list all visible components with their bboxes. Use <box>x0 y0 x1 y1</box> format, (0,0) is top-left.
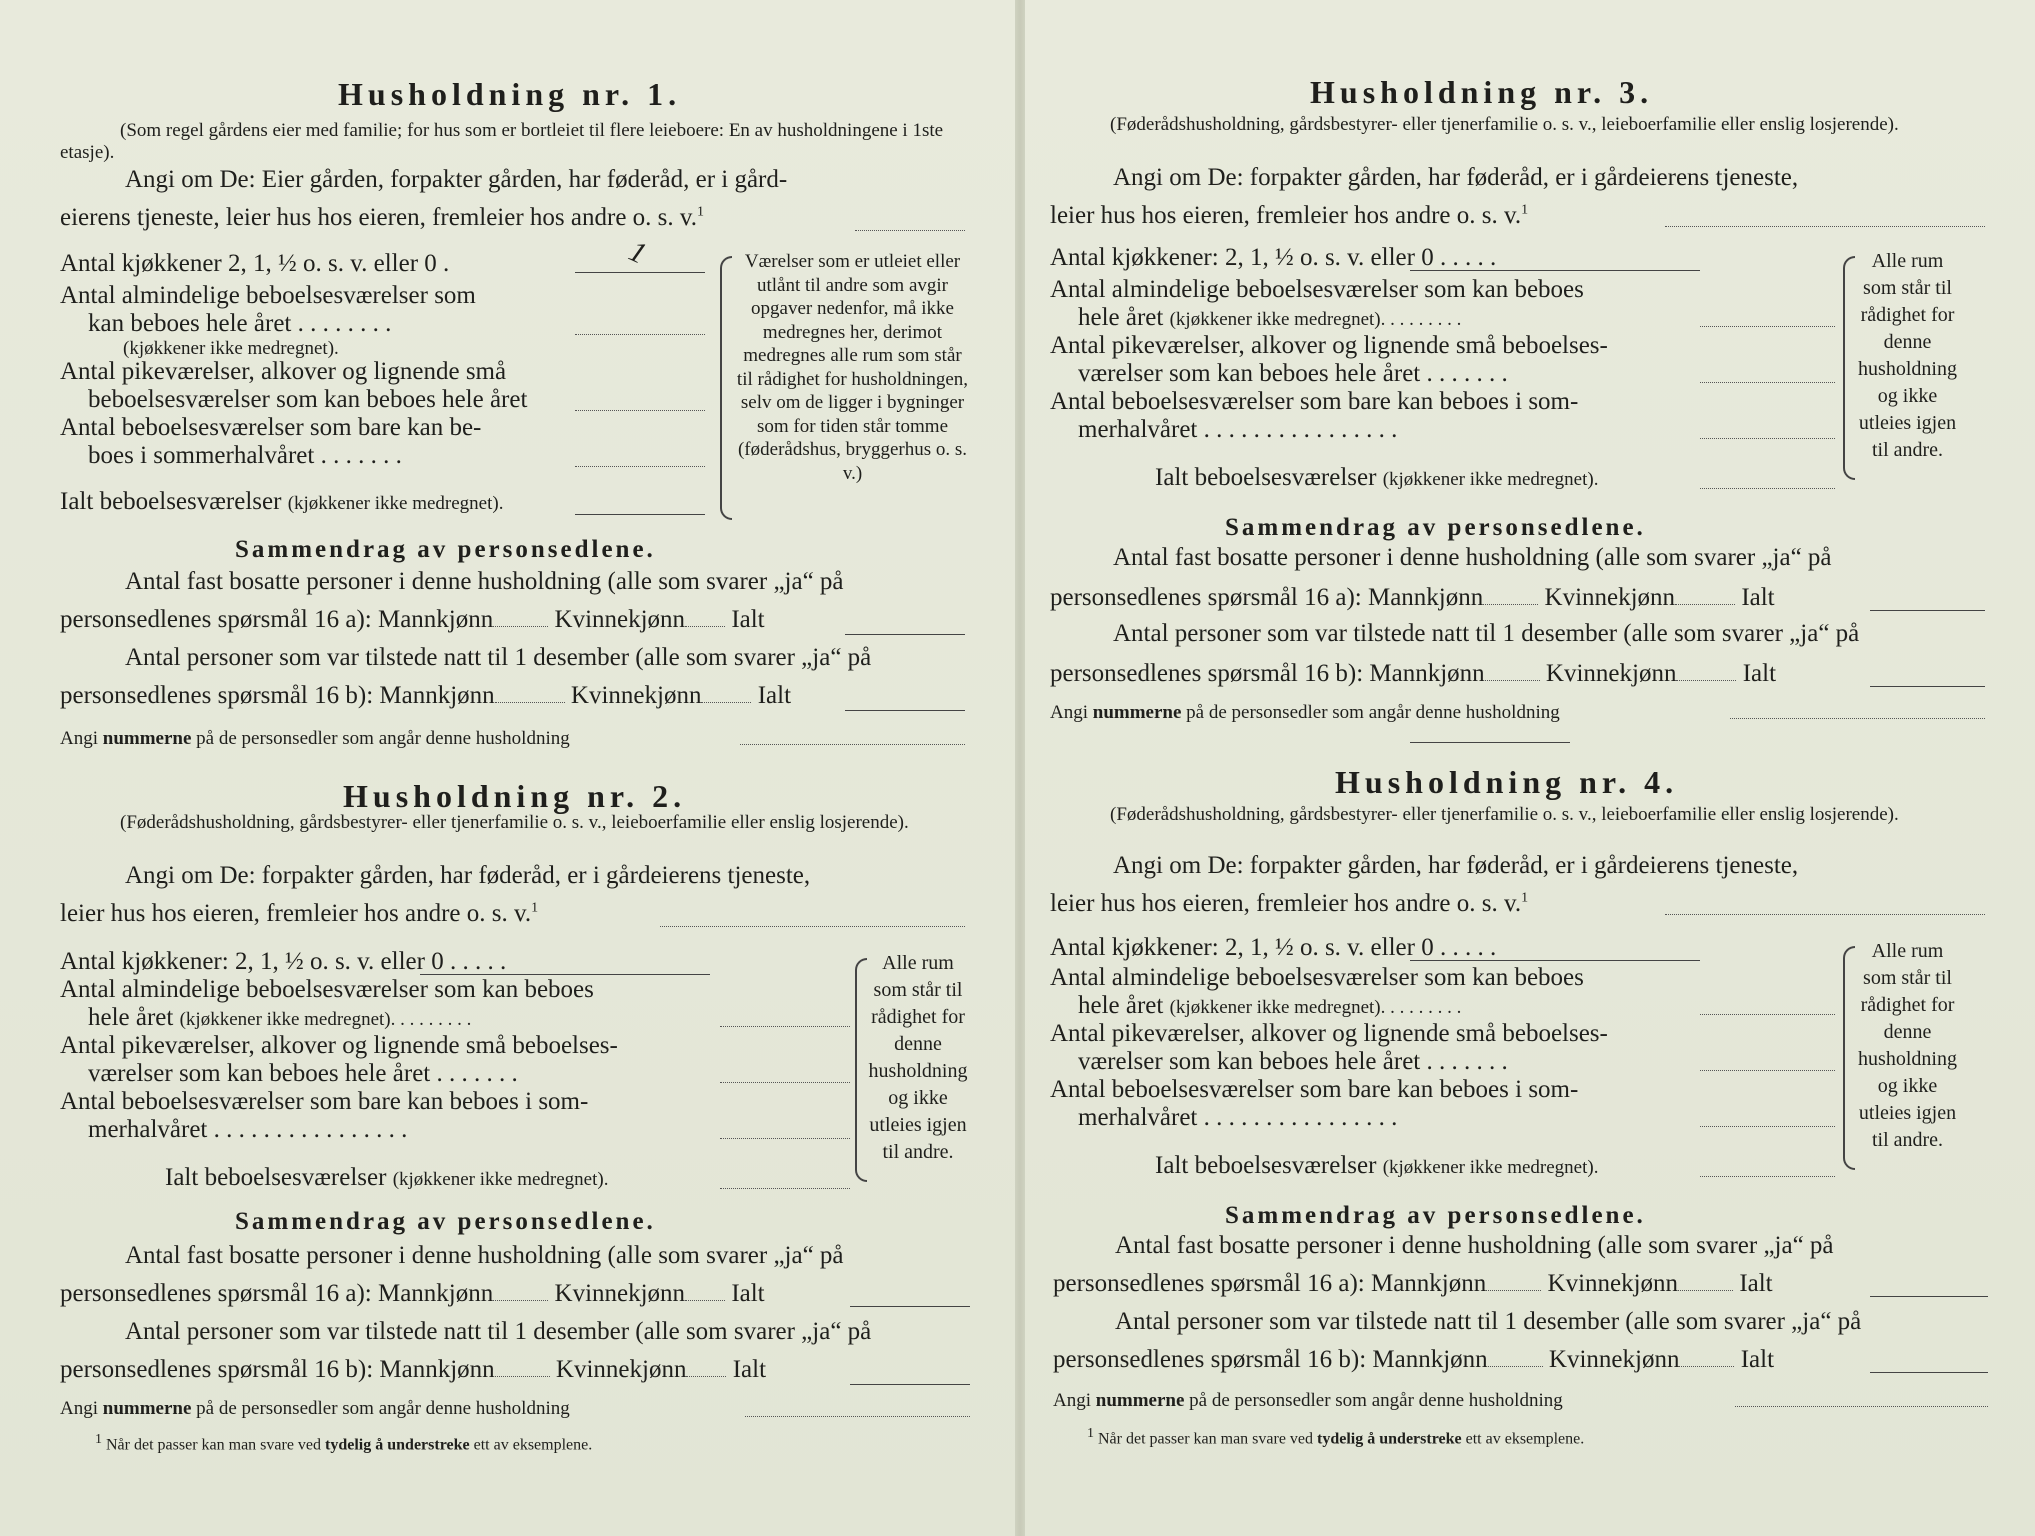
h2-tilst-ialt-line[interactable] <box>850 1384 970 1385</box>
h3-alm-label-1: Antal almindelige beboelsesværelser som kan beboes <box>1050 276 1584 303</box>
h4-ialt-row: Ialt beboelsesværelser (kjøkkener ikke medregnet). <box>1155 1152 1599 1179</box>
h2-angi-line-2: leier hus hos eieren, fremleier hos andre o. s. v.$^1$ <box>60 900 539 927</box>
h4-alm-label-2: hele året (kjøkkener ikke medregnet). . . . . . . . . <box>1078 992 1462 1019</box>
h2-nummerne-line[interactable] <box>745 1416 970 1417</box>
h2-alm-label-2: hele året (kjøkkener ikke medregnet). . . . . . . . . <box>88 1004 472 1031</box>
h4-sum-title: Sammendrag av personsedlene. <box>1225 1202 1646 1229</box>
left-page <box>0 0 1015 1536</box>
h4-pike-answer-line[interactable] <box>1700 1070 1835 1071</box>
h4-fast-row: personsedlenes spørsmål 16 a): Mannkjønn Kvinnekjønn Ialt <box>1053 1270 1773 1297</box>
h3-angi-answer-line[interactable] <box>1665 226 1985 227</box>
h3-pike-answer-line[interactable] <box>1700 382 1835 383</box>
h1-somm-label-2: boes i sommerhalvåret . . . . . . . <box>88 442 402 469</box>
h4-pike-label-2: værelser som kan beboes hele året . . . . . . . <box>1078 1048 1508 1075</box>
h2-somm-label-1: Antal beboelsesværelser som bare kan beboes i som- <box>60 1088 589 1115</box>
h4-pike-label-1: Antal pikeværelser, alkover og lignende små beboelses- <box>1050 1020 1608 1047</box>
h2-sum-title: Sammendrag av personsedlene. <box>235 1208 656 1235</box>
h3-side-note: Alle rum som står til rådighet for denne husholdning og ikke utleies igjen til andre. <box>1858 250 1957 461</box>
h4-angi-nummerne: Angi nummerne på de personsedler som angår denne husholdning <box>1053 1390 1563 1411</box>
section-divider <box>1410 742 1570 743</box>
h2-kjokkener-answer-line[interactable] <box>420 974 710 975</box>
h4-somm-label-2: merhalvåret . . . . . . . . . . . . . . . . <box>1078 1104 1398 1131</box>
h3-angi-nummerne: Angi nummerne på de personsedler som angår denne husholdning <box>1050 702 1560 723</box>
h2-fast-ialt-line[interactable] <box>850 1306 970 1307</box>
right-page <box>1025 0 2035 1536</box>
h2-somm-label-2: merhalvåret . . . . . . . . . . . . . . . . <box>88 1116 408 1143</box>
h1-title: Husholdning nr. 1. <box>338 76 682 112</box>
h2-alm-label-1: Antal almindelige beboelsesværelser som kan beboes <box>60 976 594 1003</box>
h4-side-brace <box>1843 946 1855 1170</box>
footnote-left: 1 Når det passer kan man svare ved tydelig å understreke ett av eksemplene. <box>95 1432 593 1454</box>
h4-alm-label-1: Antal almindelige beboelsesværelser som kan beboes <box>1050 964 1584 991</box>
h4-somm-answer-line[interactable] <box>1700 1126 1835 1127</box>
h1-ialt-answer-line[interactable] <box>575 514 705 515</box>
h2-alm-answer-line[interactable] <box>720 1026 850 1027</box>
h3-tilst-label-1: Antal personer som var tilstede natt til 1 desember (alle som svarer „ja“ på <box>1113 620 1860 647</box>
h2-tilst-row: personsedlenes spørsmål 16 b): Mannkjønn Kvinnekjønn Ialt <box>60 1356 767 1383</box>
h1-angi-nummerne: Angi nummerne på de personsedler som angår denne husholdning <box>60 728 570 749</box>
h3-alm-answer-line[interactable] <box>1700 326 1835 327</box>
h2-note: (Føderådshusholdning, gårdsbestyrer- eller tjenerfamilie o. s. v., leieboerfamilie eller enslig losjerende). <box>120 812 909 833</box>
h3-somm-label-2: merhalvåret . . . . . . . . . . . . . . . . <box>1078 416 1398 443</box>
h4-kjokkener-answer-line[interactable] <box>1410 960 1700 961</box>
h4-fast-ialt-line[interactable] <box>1870 1296 1988 1297</box>
h3-angi-line-1: Angi om De: forpakter gården, har føderåd, er i gårdeierens tjeneste, <box>1113 164 1799 191</box>
h3-somm-label-1: Antal beboelsesværelser som bare kan beboes i som- <box>1050 388 1579 415</box>
h3-fast-label-1: Antal fast bosatte personer i denne husholdning (alle som svarer „ja“ på <box>1113 544 1832 571</box>
h1-side-brace <box>720 256 732 520</box>
h1-angi-line-2: eierens tjeneste, leier hus hos eieren, fremleier hos andre o. s. v.$^1$ <box>60 204 705 231</box>
h3-kjokkener-answer-line[interactable] <box>1410 270 1700 271</box>
h1-side-note: Værelser som er utleiet eller utlånt til andre som avgir opgaver nedenfor, må ikke medregnes her, derimot medregnes alle rum som står til rådighet for husholdningen, selv om de ligger i bygninger som for tiden står tomme (føderådshus, bryggerhus o. s. v.) <box>736 251 969 484</box>
h1-fast-label-1: Antal fast bosatte personer i denne husholdning (alle som svarer „ja“ på <box>125 568 844 595</box>
h4-note: (Føderådshusholdning, gårdsbestyrer- eller tjenerfamilie o. s. v., leieboerfamilie eller enslig losjerende). <box>1110 804 1899 825</box>
h2-title: Husholdning nr. 2. <box>343 778 687 814</box>
h4-somm-label-1: Antal beboelsesværelser som bare kan beboes i som- <box>1050 1076 1579 1103</box>
h4-angi-line-2: leier hus hos eieren, fremleier hos andre o. s. v.$^1$ <box>1050 890 1529 917</box>
h2-side-note: Alle rum som står til rådighet for denne husholdning og ikke utleies igjen til andre. <box>868 952 968 1163</box>
h1-pike-label-2: beboelsesværelser som kan beboes hele året <box>88 386 528 413</box>
h3-pike-label-1: Antal pikeværelser, alkover og lignende små beboelses- <box>1050 332 1608 359</box>
h2-somm-answer-line[interactable] <box>720 1138 850 1139</box>
h2-pike-label-2: værelser som kan beboes hele året . . . . . . . <box>88 1060 518 1087</box>
h1-angi-line-1: Angi om De: Eier gården, forpakter gården, har føderåd, er i gård- <box>125 166 788 193</box>
h1-angi-answer-line[interactable] <box>855 230 965 231</box>
h4-angi-line-1: Angi om De: forpakter gården, har føderåd, er i gårdeierens tjeneste, <box>1113 852 1799 879</box>
h1-ialt-row: Ialt beboelsesværelser (kjøkkener ikke medregnet). <box>60 488 504 515</box>
h1-fast-ialt-line[interactable] <box>845 634 965 635</box>
h4-alm-answer-line[interactable] <box>1700 1014 1835 1015</box>
h1-pike-answer-line[interactable] <box>575 410 705 411</box>
h3-side-brace <box>1843 256 1855 480</box>
h3-fast-ialt-line[interactable] <box>1870 610 1985 611</box>
h2-angi-nummerne: Angi nummerne på de personsedler som angår denne husholdning <box>60 1398 570 1419</box>
h1-alm-note: (kjøkkener ikke medregnet). <box>123 338 339 359</box>
h4-tilst-ialt-line[interactable] <box>1870 1372 1988 1373</box>
h3-alm-label-2: hele året (kjøkkener ikke medregnet). . . . . . . . . <box>1078 304 1462 331</box>
h3-tilst-row: personsedlenes spørsmål 16 b): Mannkjønn Kvinnekjønn Ialt <box>1050 660 1777 687</box>
footnote-right: 1 Når det passer kan man svare ved tydelig å understreke ett av eksemplene. <box>1087 1426 1585 1448</box>
h1-nummerne-line[interactable] <box>740 744 965 745</box>
h2-tilst-label-1: Antal personer som var tilstede natt til 1 desember (alle som svarer „ja“ på <box>125 1318 872 1345</box>
h4-nummerne-line[interactable] <box>1735 1406 1988 1407</box>
h3-somm-answer-line[interactable] <box>1700 438 1835 439</box>
h3-fast-row: personsedlenes spørsmål 16 a): Mannkjønn Kvinnekjønn Ialt <box>1050 584 1775 611</box>
h1-alm-label-1: Antal almindelige beboelsesværelser som <box>60 282 476 309</box>
h2-ialt-row: Ialt beboelsesværelser (kjøkkener ikke medregnet). <box>165 1164 609 1191</box>
h3-kjokkener-label: Antal kjøkkener: 2, 1, ½ o. s. v. eller 0 . . . . . <box>1050 244 1497 271</box>
h1-alm-label-2: kan beboes hele året . . . . . . . . <box>88 310 392 337</box>
h3-title: Husholdning nr. 3. <box>1310 74 1654 110</box>
h3-ialt-answer-line[interactable] <box>1700 488 1835 489</box>
h2-angi-line-1: Angi om De: forpakter gården, har føderåd, er i gårdeierens tjeneste, <box>125 862 811 889</box>
h3-sum-title: Sammendrag av personsedlene. <box>1225 514 1646 541</box>
h4-tilst-row: personsedlenes spørsmål 16 b): Mannkjønn Kvinnekjønn Ialt <box>1053 1346 1775 1373</box>
h1-sum-title: Sammendrag av personsedlene. <box>235 536 656 563</box>
h3-ialt-row: Ialt beboelsesværelser (kjøkkener ikke medregnet). <box>1155 464 1599 491</box>
h3-nummerne-line[interactable] <box>1730 718 1985 719</box>
h2-pike-label-1: Antal pikeværelser, alkover og lignende små beboelses- <box>60 1032 618 1059</box>
h1-kjokkener-label: Antal kjøkkener 2, 1, ½ o. s. v. eller 0 . <box>60 250 450 277</box>
h3-tilst-ialt-line[interactable] <box>1870 686 1985 687</box>
h4-tilst-label-1: Antal personer som var tilstede natt til 1 desember (alle som svarer „ja“ på <box>1115 1308 1862 1335</box>
h1-fast-row: personsedlenes spørsmål 16 a): Mannkjønn Kvinnekjønn Ialt <box>60 606 765 633</box>
h2-ialt-answer-line[interactable] <box>720 1188 850 1189</box>
h2-fast-row: personsedlenes spørsmål 16 a): Mannkjønn Kvinnekjønn Ialt <box>60 1280 765 1307</box>
h4-side-note: Alle rum som står til rådighet for denne husholdning og ikke utleies igjen til andre. <box>1858 940 1957 1151</box>
h1-tilst-row: personsedlenes spørsmål 16 b): Mannkjønn Kvinnekjønn Ialt <box>60 682 792 709</box>
h1-tilst-ialt-line[interactable] <box>845 710 965 711</box>
h1-pike-label-1: Antal pikeværelser, alkover og lignende små <box>60 358 507 385</box>
h1-tilst-label-1: Antal personer som var tilstede natt til 1 desember (alle som svarer „ja“ på <box>125 644 872 671</box>
h1-somm-answer-line[interactable] <box>575 466 705 467</box>
h1-kjokkener-answer-line[interactable] <box>575 272 705 273</box>
h1-kjokkener-handwritten-value: 1 <box>623 234 652 271</box>
h2-pike-answer-line[interactable] <box>720 1082 850 1083</box>
h1-alm-answer-line[interactable] <box>575 334 705 335</box>
h4-angi-answer-line[interactable] <box>1665 914 1985 915</box>
h4-title: Husholdning nr. 4. <box>1335 764 1679 800</box>
h3-angi-line-2: leier hus hos eieren, fremleier hos andre o. s. v.$^1$ <box>1050 202 1529 229</box>
h3-pike-label-2: værelser som kan beboes hele året . . . . . . . <box>1078 360 1508 387</box>
h4-kjokkener-label: Antal kjøkkener: 2, 1, ½ o. s. v. eller 0 . . . . . <box>1050 934 1497 961</box>
h2-side-brace <box>855 958 867 1182</box>
h1-note: (Som regel gårdens eier med familie; for hus som er bortleiet til flere leieboere: En av husholdningene i 1ste etasje). <box>60 120 944 163</box>
h4-ialt-answer-line[interactable] <box>1700 1176 1835 1177</box>
h2-kjokkener-label: Antal kjøkkener: 2, 1, ½ o. s. v. eller 0 . . . . . <box>60 948 507 975</box>
h2-angi-answer-line[interactable] <box>660 926 965 927</box>
h2-fast-label-1: Antal fast bosatte personer i denne husholdning (alle som svarer „ja“ på <box>125 1242 844 1269</box>
h1-somm-label-1: Antal beboelsesværelser som bare kan be- <box>60 414 482 441</box>
h3-note: (Føderådshusholdning, gårdsbestyrer- eller tjenerfamilie o. s. v., leieboerfamilie eller enslig losjerende). <box>1110 114 1899 135</box>
h4-fast-label-1: Antal fast bosatte personer i denne husholdning (alle som svarer „ja“ på <box>1115 1232 1834 1259</box>
